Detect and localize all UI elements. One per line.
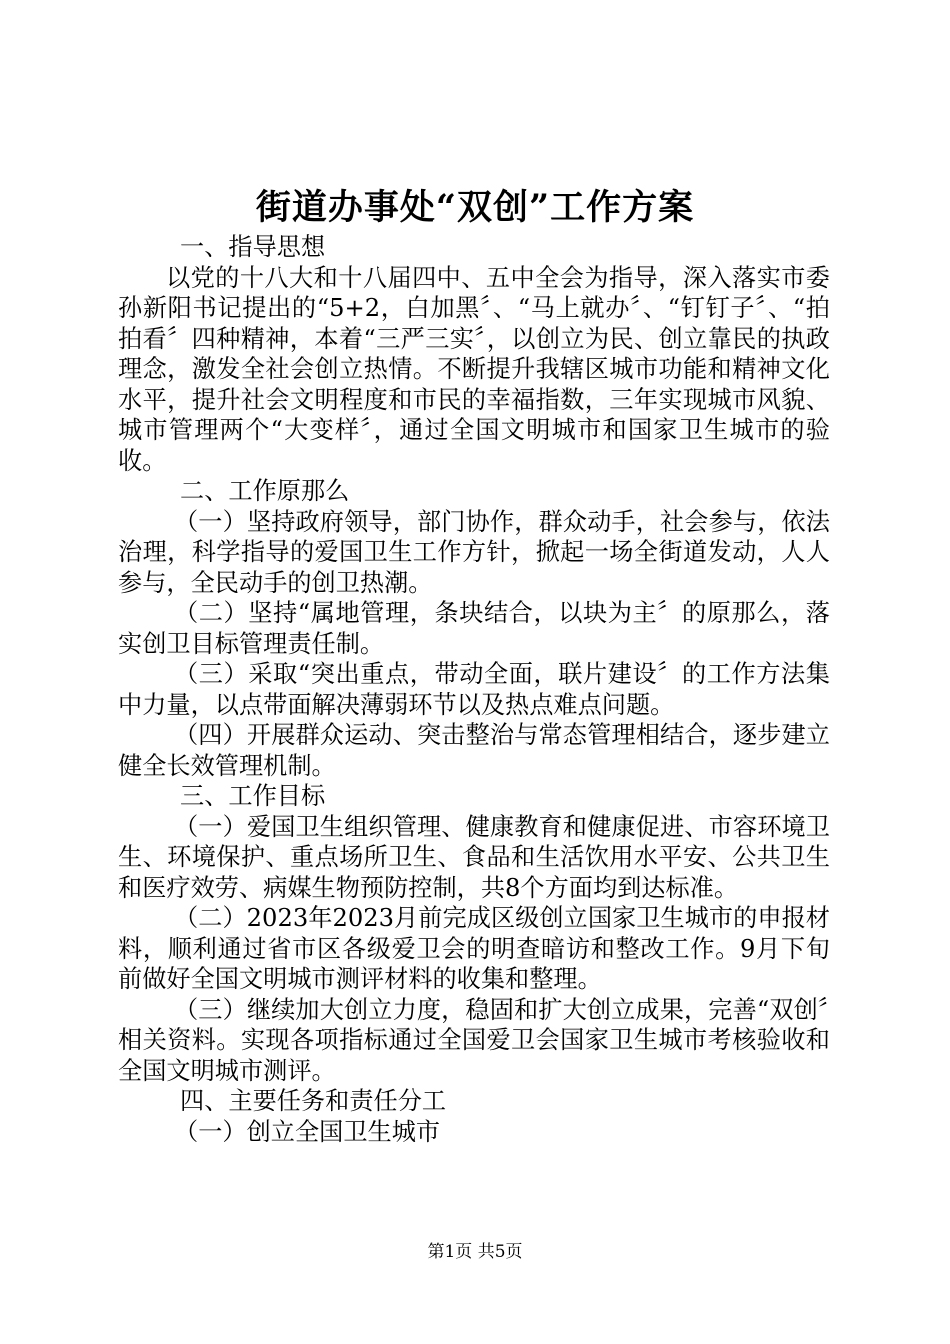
task-item-1: （一）创立全国卫生城市	[174, 1117, 441, 1146]
section-heading-work-goals: 三、工作目标	[180, 782, 326, 810]
document-body	[118, 232, 830, 1147]
goal-item-1: （一）爱国卫生组织管理、健康教育和健康促进、市容环境卫生、环境保护、重点场所卫生、食品和生活饮用水平安、公共卫生和医疗效劳、病媒生物预防控制，共8个方面均到达标准。	[118, 812, 830, 902]
principle-item-3: （三）采取“突出重点，带动全面，联片建设〞的工作方法集中力量，以点带面解决薄弱环节以及热点难点问题。	[118, 660, 830, 719]
principle-item-1: （一）坚持政府领导，部门协作，群众动手，社会参与，依法治理，科学指导的爱国卫生工作方针，掀起一场全街道发动，人人参与，全民动手的创卫热潮。	[118, 507, 830, 597]
document-title: 街道办事处“双创”工作方案	[255, 187, 695, 228]
goal-item-2: （二）2023年2023月前完成区级创立国家卫生城市的申报材料，顺利通过省市区各级爱卫会的明查暗访和整改工作。9月下旬前做好全国文明城市测评材料的收集和整理。	[118, 904, 830, 993]
principle-item-4: （四）开展群众运动、突击整治与常态管理相结合，逐步建立健全长效管理机制。	[118, 721, 830, 780]
section-heading-main-tasks: 四、主要任务和责任分工	[180, 1087, 447, 1115]
paragraph-guiding-ideology: 以党的十八大和十八届四中、五中全会为指导，深入落实市委孙新阳书记提出的“5+2，白加黑〞、“马上就办〞、“钉钉子〞、“拍拍看〞四种精神，本着“三严三实〞，以创立为民、创立靠民的执政理念，激发全社会创立热情。不断提升我辖区城市功能和精神文化水平，提升社会文明程度和市民的幸福指数，三年实现城市风貌、城市管理两个“大变样〞，通过全国文明城市和国家卫生城市的验收。	[118, 263, 830, 475]
principle-item-2: （二）坚持“属地管理，条块结合，以块为主〞的原那么，落实创卫目标管理责任制。	[118, 599, 830, 658]
section-heading-guiding-ideology: 一、指导思想	[180, 233, 326, 261]
section-heading-work-principles: 二、工作原那么	[180, 477, 350, 505]
page-number-footer: 第1页 共5页	[427, 1242, 523, 1262]
goal-item-3: （三）继续加大创立力度，稳固和扩大创立成果，完善“双创〞相关资料。实现各项指标通过全国爱卫会国家卫生城市考核验收和全国文明城市测评。	[118, 995, 830, 1085]
